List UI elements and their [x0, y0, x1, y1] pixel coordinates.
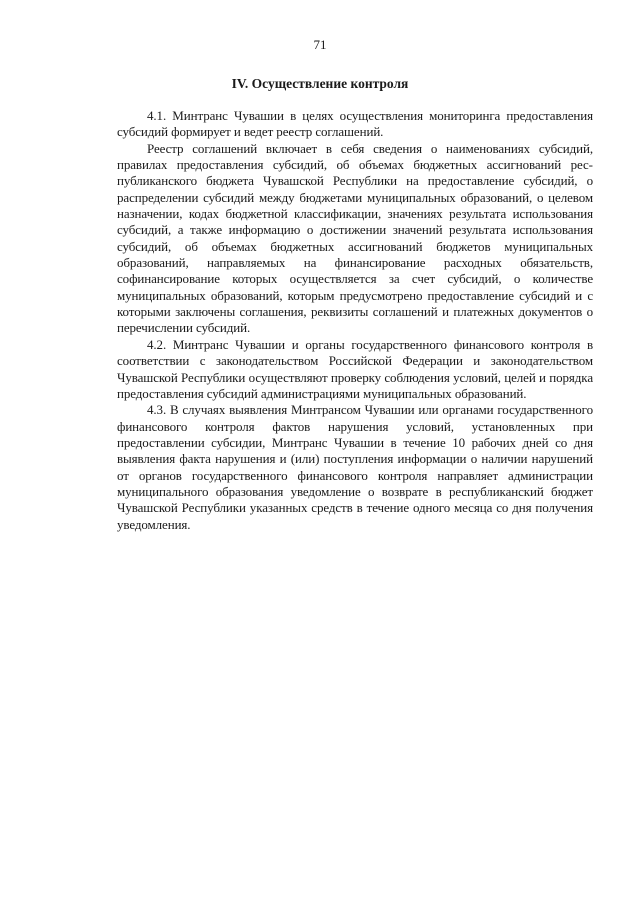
section-body	[117, 108, 593, 533]
section-title: IV. Осуществление контроля	[231, 76, 409, 91]
paragraph-4-1: 4.1. Минтранс Чувашии в целях осуществления мониторинга предоставления субсидий формирует и ведет реестр соглашений.	[117, 108, 593, 140]
paragraph-4-2: 4.2. Минтранс Чувашии и органы государственного финансового контроля в соответствии с законодательством Российской Федерации и законодательством Чувашской Республики осуществляют проверку соблюдения условий, целей и порядка предоставления субсидий администрациями муниципальных образований.	[117, 336, 593, 401]
paragraph-registry: Реестр соглашений включает в себя сведения о наименованиях субсидий, правилах предоставления субсидий, об объемах бюджетных ассигнований республиканского бюджета Чувашской Республики на предоставление субсидий, о распределении субсидий между бюджетами муниципальных образований, о целевом назначении, кодах бюджетной классификации, значениях результата использования субсидий, а также информацию о достижении значений результата использования субсидий, об объемах бюджетных ассигнований бюджетов муниципальных образований, направляемых на финансирование расходных обязательств, софинансирование которых осуществляется за счет субсидий, о количестве муниципальных образований, которым предусмотрено предоставление субсидий и с которыми заключены соглашения, реквизиты соглашений и платежных документов о перечислении субсидий.	[117, 140, 593, 336]
page-number: 71	[313, 37, 327, 52]
paragraph-4-3: 4.3. В случаях выявления Минтрансом Чувашии или органами государственного финансового контроля фактов нарушения условий, установленных при предоставлении субсидии, Минтранс Чувашии в течение 10 рабочих дней со дня выявления факта нарушения и (или) поступления информации о наличии нарушений от органов государственного финансового контроля направляет администрации муниципального образования уведомление о возврате в республиканский бюджет Чувашской Республики указанных средств в течение одного месяца со дня получения уведомления.	[117, 402, 593, 532]
